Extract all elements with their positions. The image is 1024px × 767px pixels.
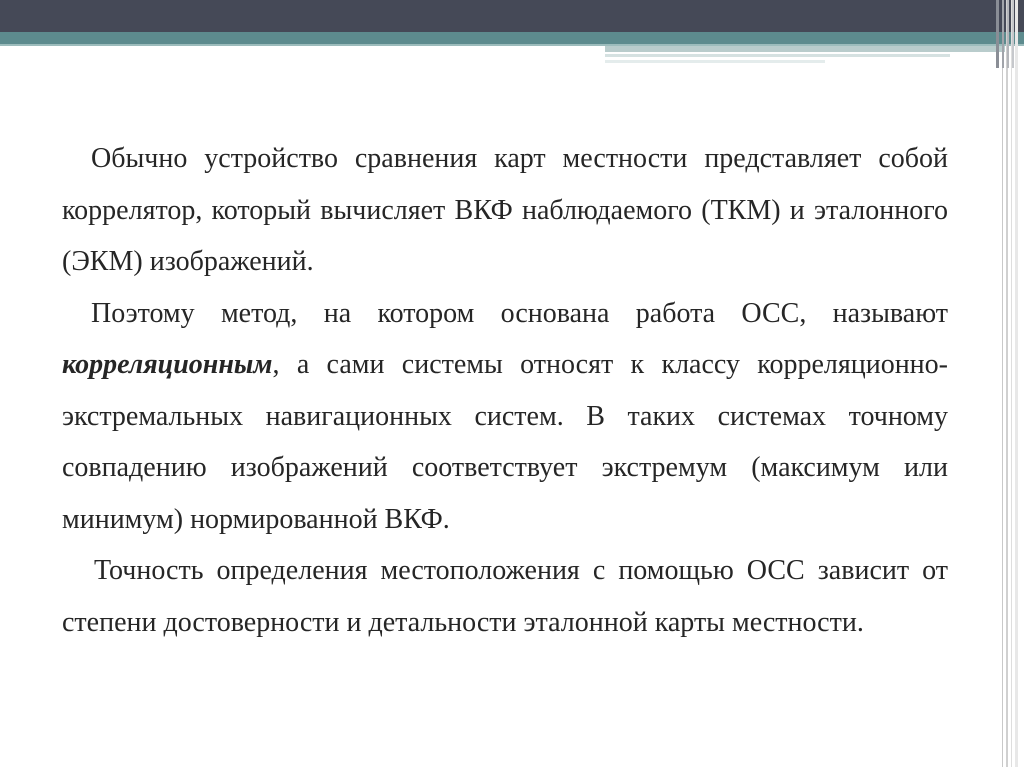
edge-line — [1011, 0, 1012, 767]
edge-line — [1002, 0, 1004, 68]
header-accent-line — [605, 46, 1005, 52]
header-accent-line — [605, 60, 825, 63]
edge-line — [1012, 0, 1014, 68]
slide-body — [62, 133, 948, 648]
edge-line — [1002, 0, 1003, 767]
edge-line — [1015, 0, 1018, 767]
paragraph-3: Точность определения местоположения с помощью ОСС зависит от степени достоверности и детальности эталонной карты местности. — [62, 555, 948, 638]
paragraph-2-after: , а сами системы относят к классу корреляционно-экстремальных навигационных систем. В таких системах точному совпадению изображений соответствует экстремум (максимум или минимум) нормированной ВКФ. — [62, 349, 948, 535]
paragraph-2 — [62, 288, 948, 546]
paragraph-1: Обычно устройство сравнения карт местности представляет собой коррелятор, который вычисляет ВКФ наблюдаемого (ТКМ) и эталонного (ЭКМ) изображений. — [62, 143, 948, 277]
header-dark-band — [0, 0, 1024, 32]
paragraph-2-before: Поэтому метод, на котором основана работа ОСС, называют — [91, 297, 948, 329]
header-accent-line — [605, 54, 950, 57]
header-teal-band — [0, 32, 1024, 44]
emphasized-term: корреляционным — [62, 349, 273, 380]
edge-line — [996, 0, 999, 68]
edge-line — [1007, 0, 1009, 68]
edge-line — [1006, 0, 1008, 767]
